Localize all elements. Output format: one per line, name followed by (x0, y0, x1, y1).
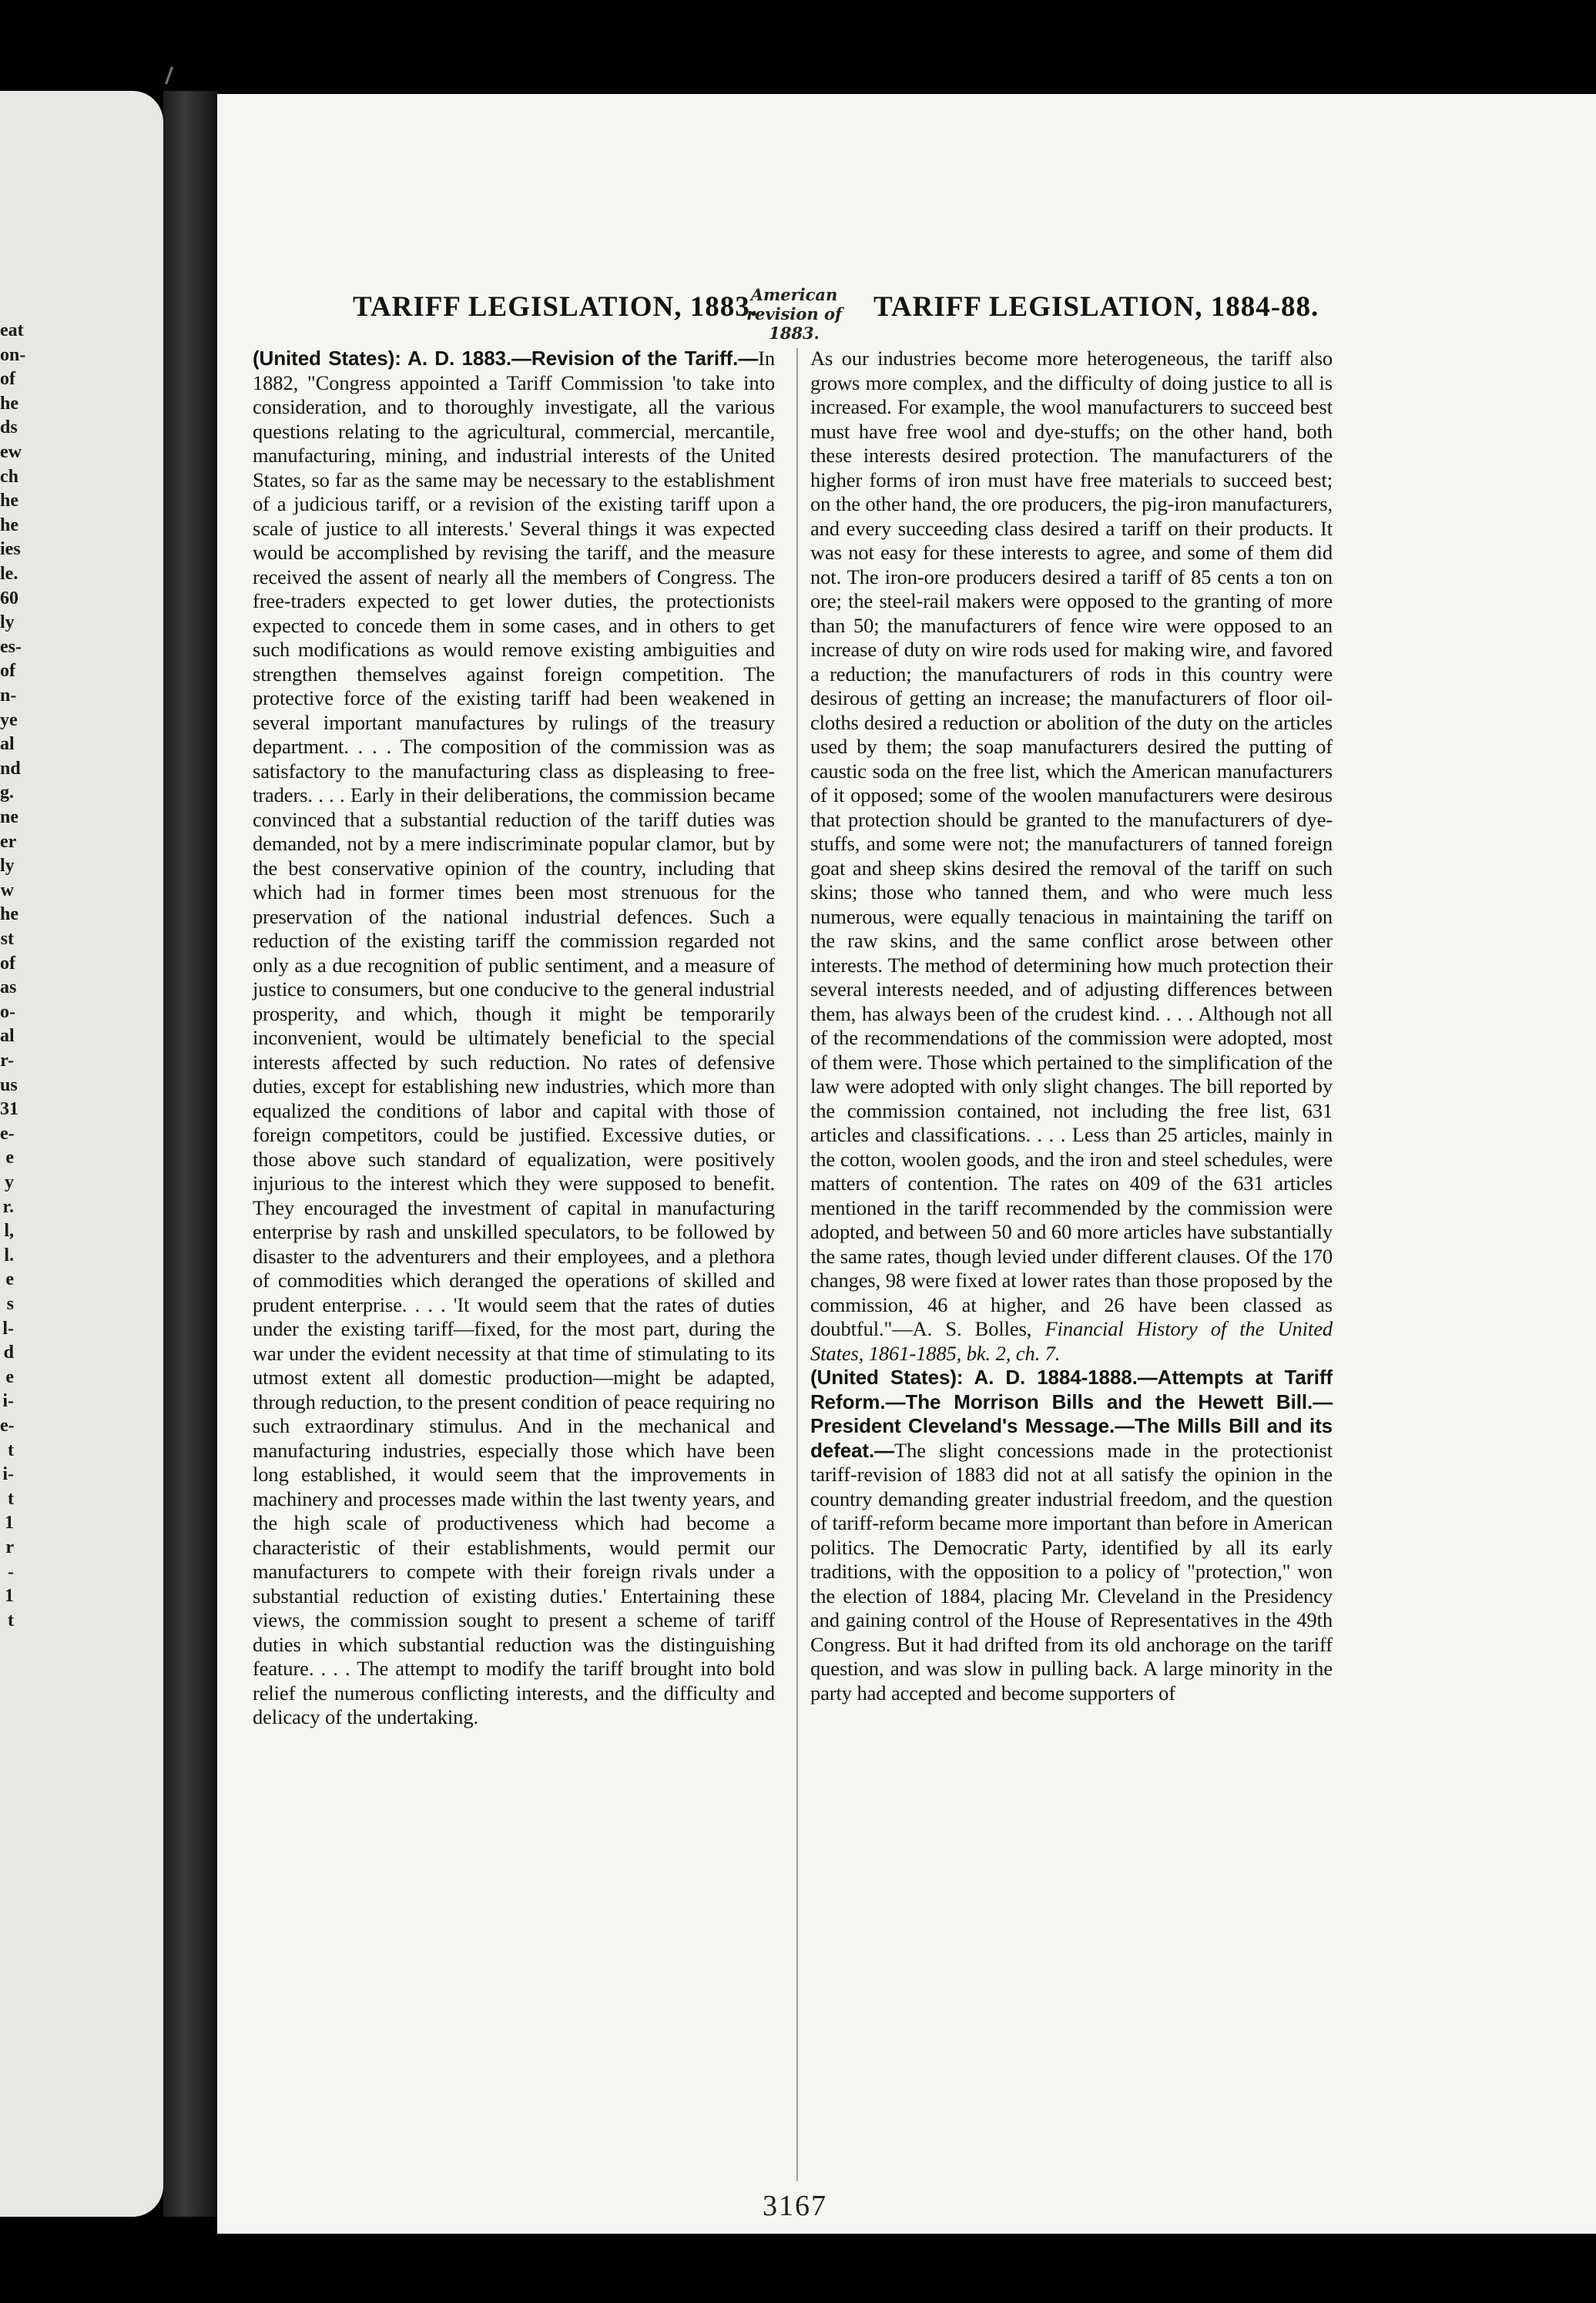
facing-page-fragment: o- (0, 1001, 15, 1022)
facing-page-fragment: ye (0, 709, 18, 730)
facing-page-fragment: 1 (5, 1586, 14, 1607)
entry-body: In 1882, "Congress appointed a Tariff Commission 'to take into consideration, and to thoroughly investigate, all the various questions relating to the agricultural, commercial, mercantile, manufacturing, mining, and industrial interests of the United States, so far as the same may be necessary to the establishment of a judicious tariff, or a revision of the existing tariff upon a scale of justice to all interests.' Several things it was expected would be accomplished by revising the tariff, and the measure received the assent of nearly all the members of Congress. The free-traders expected to get lower duties, the protectionists expected to concede them in some cases, and in others to get such modifications as would remove existing ambiguities and strengthen themselves against foreign competition. The protective force of the existing tariff had been weakened in several important manufactures by rulings of the treasury department. . . . The composition of the commission was as satisfactory to the manufacturing class as displeasing to free-traders. . . . Early in their deliberations, the commission became convinced that a substantial reduction of the tariff duties was demanded, not by a mere indiscriminate popular clamor, but by the best conservative opinion of the country, including that which had in former times been most strenuous for the preservation of the national industrial defences. Such a reduction of the existing tariff the commission regarded not only as a due recognition of public sentiment, and a measure of justice to consumers, but one conducive to the general industrial prosperity, and which, though it might be temporarily inconvenient, would be ultimately beneficial to the special interests affected by such reduction. No rates of defensive duties, except for establishing new industries, which more than equalized the conditions of labor and capital with those of foreign competitors, could be justified. Excessive duties, or those above such standard of equalization, were positively injurious to the interest which they were supposed to benefit. They encouraged the investment of capital in manufacturing enterprise by rash and unskilled speculators, to be followed by disaster to the adventurers and their employees, and a plethora of commodities which deranged the operations of skilled and prudent enterprise. . . . 'It would seem that the rates of duties under the existing tariff—fixed, for the most part, during the war under the evident necessity at that time of stimulating to its utmost extent all domestic production—might be adapted, through reduction, to the present condition of peace requiring no such extraordinary stimulus. And in the mechanical and manufacturing industries, especially those which have been long established, it would seem that the improvements in machinery and processes made within the last twenty years, and the high scale of productiveness which had become a characteristic of their establishments, would permit our manufacturers to compete with their foreign rivals under a substantial reduction of existing duties.' Entertaining these views, the commission sought to present a scheme of tariff duties in which substantial reduction was the distinguishing feature. . . . The attempt to modify the tariff brought into bold relief the numerous conflicting interests, and the difficulty and delicacy of the undertaking. (253, 347, 775, 1728)
facing-page-fragment: ies (0, 539, 21, 560)
entry-continuation (810, 347, 1333, 1366)
facing-page-fragment: as (0, 977, 17, 998)
facing-page-fragment: r. (2, 1196, 14, 1217)
facing-page-fragment: on- (0, 344, 26, 365)
facing-page-fragment: e- (0, 1123, 15, 1144)
entry-heading: (United States): A. D. 1884-1888.—Attempts at Tariff Reform.—The Morrison Bills and the Hewett Bill.—President Cleveland's Message.—The Mills Bill and its defeat.— (810, 1366, 1333, 1462)
facing-page-fragment: ne (0, 807, 18, 827)
facing-page-fragment: st (0, 929, 14, 949)
facing-page-fragment: he (0, 491, 18, 511)
facing-page-fragment: ch (0, 466, 18, 487)
facing-page-fragment: i- (2, 1391, 14, 1412)
facing-page-fragment: s (6, 1294, 14, 1314)
scan-mark (165, 66, 173, 85)
facing-page-fragment: t (8, 1610, 14, 1631)
facing-page-fragment: n- (0, 686, 17, 706)
facing-page-fragment: ds (0, 417, 18, 438)
facing-page-fragment: es- (0, 636, 22, 657)
facing-page-fragment: al (0, 1026, 15, 1047)
facing-page-fragment: ew (0, 442, 22, 462)
facing-page-fragment: e (5, 1148, 14, 1168)
entry-1884-1888 (810, 1366, 1333, 1705)
facing-page-fragment: 31 (0, 1099, 18, 1120)
entry-heading: (United States): A. D. 1883.—Revision of the Tariff.— (253, 347, 759, 370)
facing-page-fragment: he (0, 904, 18, 925)
facing-page-fragment: l. (4, 1245, 14, 1265)
facing-page-fragment: of (0, 661, 15, 682)
facing-page-fragment: ly (0, 856, 15, 877)
facing-page-fragment: l- (2, 1318, 14, 1339)
facing-page-fragment: of (0, 953, 15, 974)
facing-page-fragment: 60 (0, 588, 18, 608)
facing-page-fragment: al (0, 734, 15, 755)
running-header-right: TARIFF LEGISLATION, 1884-88. (873, 291, 1319, 323)
facing-page-fragment: w (0, 880, 14, 900)
facing-page-fragment: he (0, 515, 18, 535)
citation: Financial History of the United States, 1861-1885, bk. 2, ch. 7. (810, 1317, 1333, 1365)
book-gutter (163, 91, 217, 2217)
facing-page-edge (0, 91, 163, 2217)
facing-page-fragment: 1 (5, 1513, 14, 1534)
column-divider (796, 348, 798, 2181)
facing-page-fragment: t (8, 1440, 14, 1460)
facing-page-fragment: us (0, 1074, 18, 1095)
entry-body: The slight concessions made in the protectionist tariff-revision of 1883 did not at all satisfy the opinion in the country demanding greater industrial freedom, and the question of tariff-reform became more important than before in American politics. The Democratic Party, identified by all its early traditions, with the opposition to a policy of "protection," won the election of 1884, placing Mr. Cleveland in the Presidency and gaining control of the House of Representatives in the 49th Congress. But it had drifted from its old anchorage on the tariff question, and was slow in pulling back. A large minority in the party had accepted and become supporters of (810, 1438, 1333, 1705)
facing-page-fragment: e- (0, 1416, 15, 1436)
side-note-line2: revision of 1883. (746, 304, 843, 343)
right-text-column (810, 347, 1333, 1705)
side-note (726, 285, 863, 343)
facing-page-fragment: g. (0, 783, 14, 803)
facing-page-fragment: le. (0, 564, 18, 584)
facing-page-fragment: e (5, 1269, 14, 1290)
facing-page-fragment: nd (0, 758, 21, 779)
facing-page-fragment: d (3, 1343, 14, 1363)
entry-1883 (253, 347, 775, 1730)
side-note-line1: American (750, 285, 838, 304)
facing-page-fragment: he (0, 393, 18, 414)
facing-page-fragment: r (5, 1537, 14, 1557)
facing-page-fragment: ly (0, 612, 15, 633)
facing-page-fragment: - (8, 1561, 14, 1582)
page-number: 3167 (763, 2190, 827, 2222)
facing-page-fragment: of (0, 369, 15, 390)
running-header-left: TARIFF LEGISLATION, 1883. (353, 291, 758, 323)
facing-page-fragment: e (5, 1366, 14, 1387)
facing-page-fragment: l, (4, 1221, 14, 1242)
facing-page-fragment: r- (0, 1051, 14, 1071)
facing-page-fragment: t (8, 1488, 14, 1509)
facing-page-fragment: y (5, 1172, 14, 1192)
continuation-body: As our industries become more heterogeneous, the tariff also grows more complex, and the difficulty of doing justice to all is increased. For example, the wool manufacturers to succeed best must have free wool and dye-stuffs; on the other hand, both these interests desired protection. The manufacturers of the higher forms of iron must have free materials to succeed best; on the other hand, the ore producers, the pig-iron manufacturers, and every succeeding class desired a tariff on their products. It was not easy for these interests to agree, and some of them did not. The iron-ore producers desired a tariff of 85 cents a ton on ore; the steel-rail makers were opposed to the granting of more than 50; the manufacturers of fence wire were opposed to an increase of duty on wire rods used for making wire, and favored a reduction; the manufacturers of rods in this country were desirous of getting an increase; the manufacturers of floor oil-cloths desired a reduction or abolition of the duty on the articles used by them; the soap manufacturers desired the putting of caustic soda on the free list, which the American manufacturers of it opposed; some of the woolen manufacturers were desirous that protection should be granted to the manufacturers of dye-stuffs, and some were not; the manufacturers of tanned foreign goat and sheep skins desired the removal of the tariff on such skins; those who tanned them, and who were much less numerous, were equally tenacious in maintaining the tariff on the raw skins, and the same conflict arose between other interests. The method of determining how much protection their several interests needed, and of adjusting differences between them, has always been of the crudest kind. . . . Although not all of the recommendations of the commission were adopted, most of them were. Those which pertained to the simplification of the law were adopted with only slight changes. The bill reported by the commission contained, not including the free list, 631 articles and classifications. . . . Less than 25 articles, mainly in the cotton, woolen goods, and the iron and steel schedules, were matters of contention. The rates on 409 of the 631 articles mentioned in the tariff recommended by the commission were adopted, and between 50 and 60 more articles have substantially the same rates, though levied under different clauses. Of the 170 changes, 98 were fixed at lower rates than those proposed by the commission, 46 at higher, and 26 have been classed as doubtful."—A. S. Bolles, (810, 347, 1333, 1340)
book-page (217, 94, 1596, 2234)
left-text-column (253, 347, 775, 1730)
facing-page-fragment: er (0, 831, 17, 852)
facing-page-fragment: i- (2, 1464, 14, 1485)
facing-page-fragment: eat (0, 320, 24, 340)
